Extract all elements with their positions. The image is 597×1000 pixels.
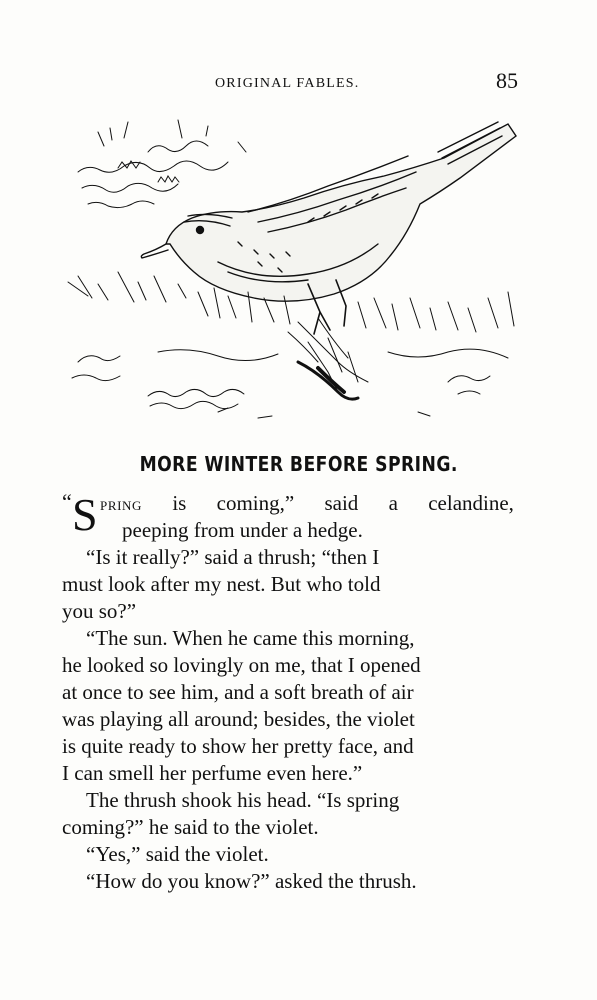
text-line: peeping from under a hedge. (122, 518, 363, 542)
text-line: you so?” (62, 599, 137, 623)
word: is (172, 491, 187, 515)
text-line: at once to see him, and a soft breath of air (62, 680, 414, 704)
paragraph-4 (62, 787, 514, 841)
page-number: 85 (496, 68, 518, 93)
text-line: is quite ready to show her pretty face, and (62, 734, 414, 758)
text-line: “Yes,” said the violet. (86, 842, 269, 866)
paragraph-6 (62, 868, 514, 895)
text-line (62, 490, 514, 517)
word: coming,” (216, 491, 295, 515)
opening-quote: “ (62, 489, 72, 514)
text-line: “How do you know?” asked the thrush. (86, 869, 417, 893)
running-title: ORIGINAL FABLES. (215, 76, 360, 91)
text-line: “Is it really?” said a thrush; “then I (86, 545, 380, 569)
text-line: he looked so lovingly on me, that I opened (62, 653, 421, 677)
text-line: coming?” he said to the violet. (62, 815, 319, 839)
word: a (388, 491, 398, 515)
text-line: I can smell her perfume even here.” (62, 761, 363, 785)
foliage-sketch (78, 120, 246, 208)
paragraph-3 (62, 625, 514, 787)
smallcaps-word: pring (100, 494, 143, 514)
text-line: “The sun. When he came this morning, (86, 626, 415, 650)
text-line: was playing all around; besides, the violet (62, 707, 415, 731)
text-line: The thrush shook his head. “Is spring (86, 788, 400, 812)
word: celandine, (428, 491, 514, 515)
running-head (60, 68, 530, 98)
thrush-bird (141, 122, 516, 301)
paragraph-1 (62, 490, 514, 544)
chapter-title: MORE WINTER BEFORE SPRING. (139, 452, 458, 476)
fable-text (62, 490, 514, 895)
text-line: must look after my nest. But who told (62, 572, 381, 596)
thrush-engraving (58, 112, 528, 432)
drop-cap: S (72, 489, 98, 540)
paragraph-5 (62, 841, 514, 868)
paragraph-2 (62, 544, 514, 625)
word: said (324, 491, 359, 515)
